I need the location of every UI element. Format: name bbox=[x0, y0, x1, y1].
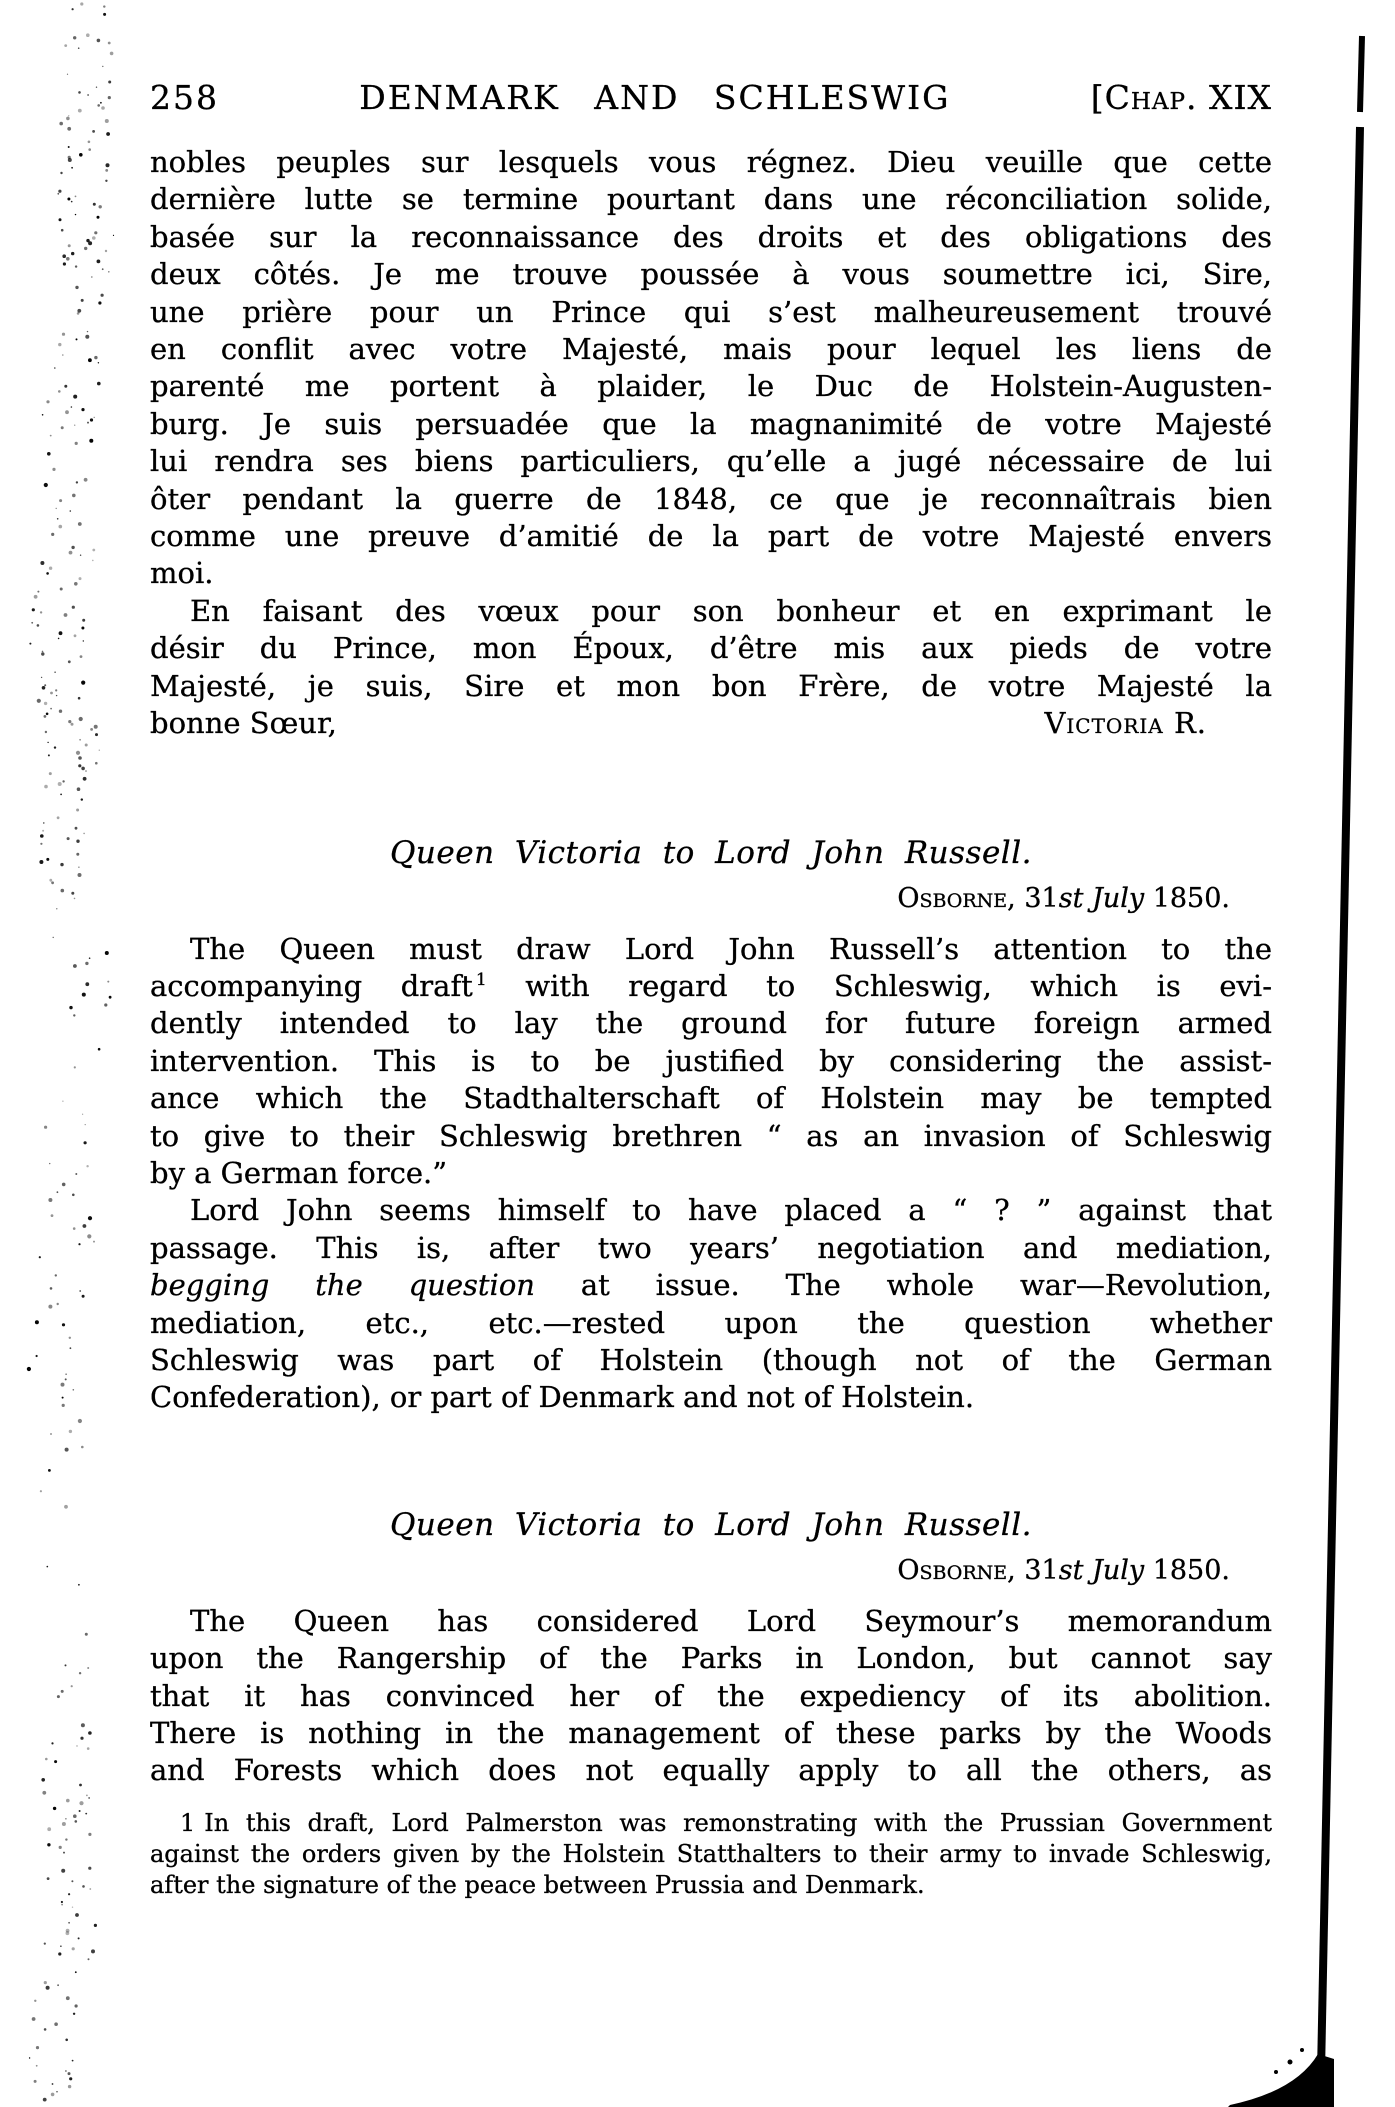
text-line: deux côtés. Je me trouve poussée à vous soumettre ici, Sire, bbox=[150, 257, 1272, 292]
text-line: to give to their Schleswig brethren “ as an invasion of Schleswig bbox=[150, 1118, 1272, 1153]
dateline bbox=[150, 1553, 1272, 1589]
text-line: Lord John seems himself to have placed a “ ? ” against that bbox=[190, 1193, 1272, 1228]
dateline-year: 1850. bbox=[1144, 1554, 1230, 1586]
text-segment: In this draft, Lord Palmerston was remonstrating with the Prussian Government bbox=[204, 1808, 1272, 1837]
footnote-line: after the signature of the peace between Prussia and Denmark. bbox=[150, 1870, 925, 1899]
text-segment: with regard to Schleswig, which is evi- bbox=[486, 968, 1272, 1003]
text-line: mediation, etc., etc.—rested upon the question whether bbox=[150, 1305, 1272, 1340]
letter-heading: Queen Victoria to Lord John Russell. bbox=[390, 834, 1032, 871]
ink-speck bbox=[1288, 2060, 1293, 2065]
text-segment: accompanying draft bbox=[150, 968, 473, 1003]
dateline bbox=[150, 881, 1272, 917]
chapter-label: [Chap. XIX bbox=[1090, 78, 1272, 117]
text-line: désir du Prince, mon Époux, d’être mis aux pieds de votre bbox=[150, 631, 1272, 666]
footnote-number: 1 bbox=[180, 1808, 196, 1837]
letter2-paragraph-1 bbox=[150, 931, 1272, 1193]
text-line: En faisant des vœux pour son bonheur et en exprimant le bbox=[190, 593, 1272, 628]
page-edge-line bbox=[1321, 127, 1360, 2072]
royal-signature: Victoria R. bbox=[1044, 706, 1207, 741]
text-line: upon the Rangership of the Parks in London, but cannot say bbox=[150, 1641, 1272, 1676]
text-line: The Queen has considered Lord Seymour’s memorandum bbox=[190, 1603, 1272, 1638]
text-line: ance which the Stadthalterschaft of Holstein may be tempted bbox=[150, 1081, 1272, 1116]
text-line: and Forests which does not equally apply to all the others, as bbox=[150, 1753, 1272, 1788]
dateline-day: 31 bbox=[1015, 882, 1059, 914]
letter-heading: Queen Victoria to Lord John Russell. bbox=[390, 1506, 1032, 1543]
french-letter-paragraph-1 bbox=[150, 144, 1272, 593]
page-number: 258 bbox=[150, 78, 219, 117]
letter2-paragraph-2 bbox=[150, 1192, 1272, 1416]
dateline-month: st July bbox=[1058, 1554, 1145, 1586]
text-line bbox=[150, 1267, 1272, 1304]
dateline-day: 31 bbox=[1015, 1554, 1059, 1586]
dateline-month: st July bbox=[1058, 882, 1145, 914]
french-letter-paragraph-2 bbox=[150, 593, 1272, 743]
italic-phrase: begging the question bbox=[150, 1268, 535, 1303]
dateline-place: Osborne, bbox=[897, 882, 1016, 914]
text-line: dernière lutte se termine pourtant dans une réconciliation solide, bbox=[150, 182, 1272, 217]
text-line: dently intended to lay the ground for future foreign armed bbox=[150, 1006, 1272, 1041]
dateline-place: Osborne, bbox=[897, 1554, 1016, 1586]
text-line: parenté me portent à plaider, le Duc de Holstein-Augusten- bbox=[150, 369, 1272, 404]
closing-words: bonne Sœur, bbox=[150, 706, 337, 741]
footnote-line bbox=[150, 1808, 1272, 1839]
page-header bbox=[150, 78, 1272, 118]
text-line: moi. bbox=[150, 556, 214, 591]
ink-speck bbox=[1300, 2048, 1304, 2052]
text-line: comme une preuve d’amitié de la part de votre Majesté envers bbox=[150, 519, 1272, 554]
text-line: lui rendra ses biens particuliers, qu’elle a jugé nécessaire de lui bbox=[150, 444, 1272, 479]
text-line: passage. This is, after two years’ negotiation and mediation, bbox=[150, 1230, 1272, 1265]
footnote bbox=[150, 1808, 1272, 1901]
text-segment: at issue. The whole war—Revolution, bbox=[534, 1268, 1273, 1303]
text-line: by a German force.” bbox=[150, 1155, 448, 1190]
text-line: that it has convinced her of the expediency of its abolition. bbox=[150, 1678, 1272, 1713]
text-line: The Queen must draw Lord John Russell’s attention to the bbox=[190, 931, 1272, 966]
text-line: nobles peuples sur lesquels vous régnez. Dieu veuille que cette bbox=[150, 145, 1272, 179]
text-line: basée sur la reconnaissance des droits et des obligations des bbox=[150, 219, 1272, 254]
footnote-reference: 1 bbox=[475, 970, 487, 991]
text-line: intervention. This is to be justified by considering the assist- bbox=[150, 1043, 1272, 1078]
footnote-line: against the orders given by the Holstein Statthalters to their army to invade Schleswig, bbox=[150, 1839, 1272, 1868]
ink-speck bbox=[1274, 2070, 1278, 2074]
text-line: une prière pour un Prince qui s’est malheureusement trouvé bbox=[150, 294, 1272, 329]
text-line bbox=[150, 968, 1272, 1005]
running-title: DENMARK AND SCHLESWIG bbox=[359, 78, 951, 117]
dateline-year: 1850. bbox=[1144, 882, 1230, 914]
text-line: Schleswig was part of Holstein (though not of the German bbox=[150, 1342, 1272, 1377]
text-line: Majesté, je suis, Sire et mon bon Frère, de votre Majesté la bbox=[150, 668, 1272, 703]
signature-line bbox=[150, 705, 1272, 742]
letter3-paragraph-1 bbox=[150, 1603, 1272, 1790]
text-line: There is nothing in the management of these parks by the Woods bbox=[150, 1716, 1272, 1750]
text-line: burg. Je suis persuadée que la magnanimité de votre Majesté bbox=[150, 406, 1272, 441]
text-line: Confederation), or part of Denmark and not of Holstein. bbox=[150, 1380, 975, 1415]
text-column bbox=[150, 78, 1272, 1901]
page-edge-line bbox=[1360, 36, 1362, 112]
page-curl-mark bbox=[1228, 2054, 1334, 2107]
text-line: en conflit avec votre Majesté, mais pour lequel les liens de bbox=[150, 332, 1272, 367]
text-line: ôter pendant la guerre de 1848, ce que je reconnaîtrais bien bbox=[150, 481, 1272, 516]
